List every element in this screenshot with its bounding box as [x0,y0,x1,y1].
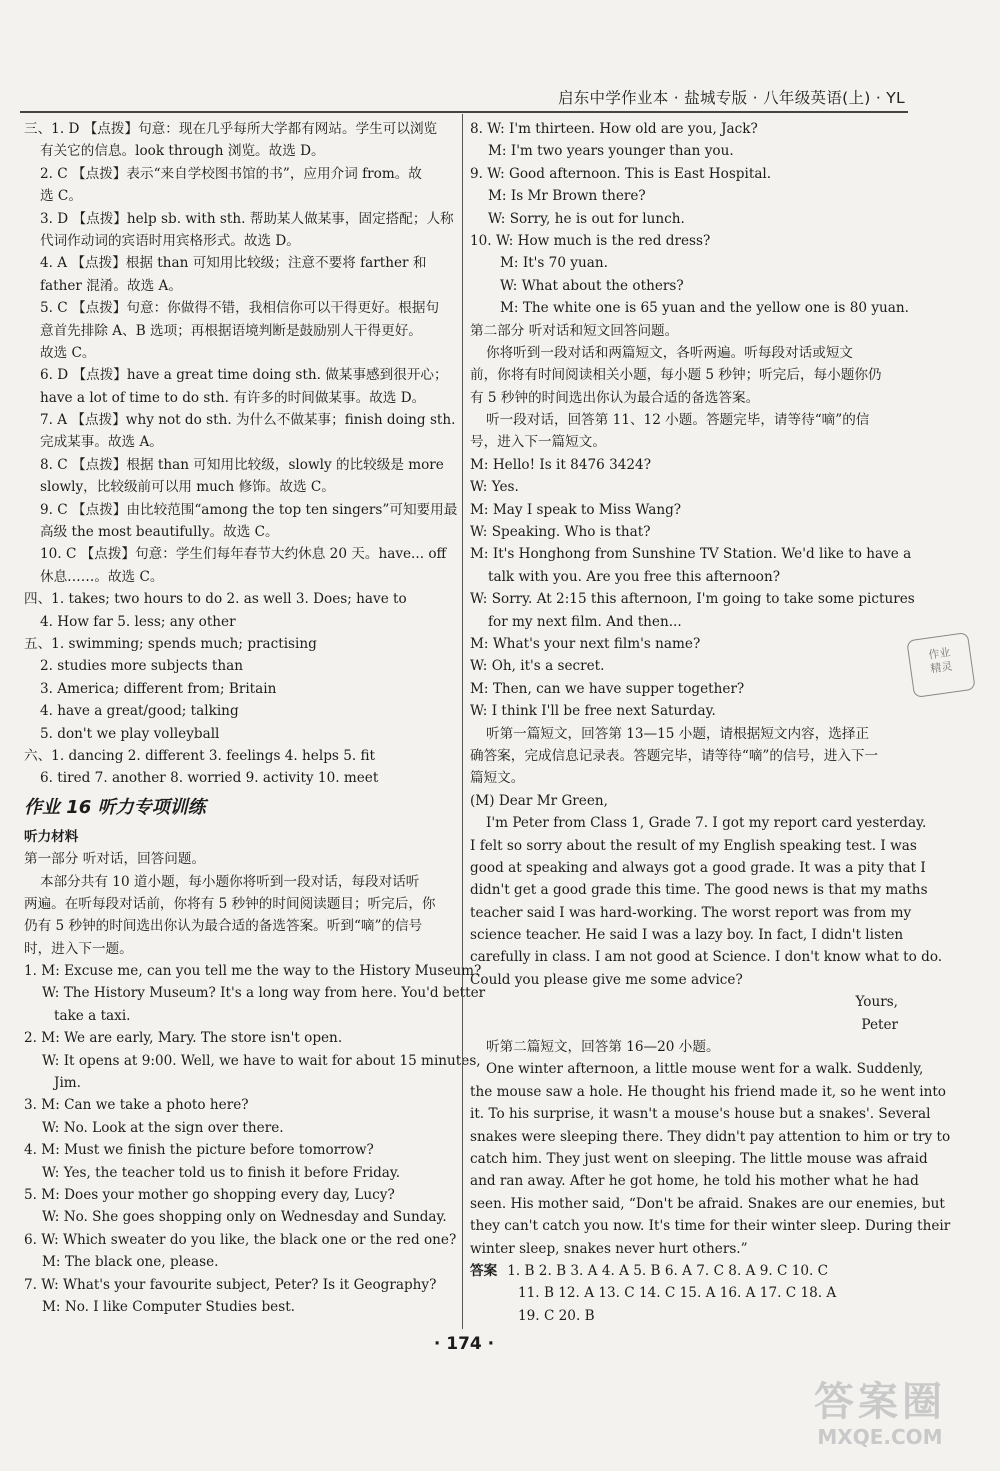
text-line: have a lot of time to do sth. 有许多的时间做某事。故选 D。 [40,389,426,406]
seal-stamp: 作业 精灵 [906,632,975,698]
text-line: 前，你将有时间阅读相关小题，每小题 5 秒钟；听完后，每小题你仍 [470,367,882,384]
answer-label: 答案 [470,1262,498,1279]
text-line: 8. W: I'm thirteen. How old are you, Jack? [470,121,758,137]
letter-signature: Peter [861,1016,898,1033]
text-line: I'm Peter from Class 1, Grade 7. I got my report card yesterday. [486,815,927,832]
text-line: 故选 C。 [40,344,96,361]
text-line: it. To his surprise, it wasn't a mouse's house but a snakes'. Several [470,1106,931,1123]
text-line: 完成某事。故选 A。 [40,434,163,451]
text-line: science teacher. He said I was a lazy boy. In fact, I didn't listen [470,927,904,944]
text-line: 篇短文。 [470,770,525,787]
text-line: 休息……。故选 C。 [40,568,164,585]
text-line: 8. C 【点拨】根据 than 可知用比较级，slowly 的比较级是 more [40,456,444,473]
answer-line [470,1260,900,1282]
text-line: seen. His mother said, “Don't be afraid. Snakes are our enemies, but [470,1195,945,1212]
answer-values: 11. B 12. A 13. C 14. C 15. A 16. A 17. C 18. A [518,1285,837,1302]
text-line: 意首先排除 A、B 选项；再根据语境判断是鼓励别人干得更好。 [40,322,422,339]
text-line: take a taxi. [54,1007,131,1024]
text-line: the mouse saw a hole. He thought his friend made it, so he went into [470,1083,946,1100]
text-line: W: Oh, it's a secret. [470,658,605,675]
page-number: · 174 · [433,1334,495,1354]
section-title: 作业 16 听力专项训练 [24,796,206,818]
text-line: W: Speaking. Who is that? [470,524,651,541]
text-line: W: Sorry, he is out for lunch. [488,210,685,227]
text-line: 1. M: Excuse me, can you tell me the way to the History Museum? [24,963,482,980]
text-line: W: No. Look at the sign over there. [42,1119,284,1136]
text-line: slowly，比较级前可以用 much 修饰。故选 C。 [40,479,335,496]
watermark: 答案圈 MXQE.COM [814,1379,946,1449]
text-line: 三、1. D 【点拨】句意：现在几乎每所大学都有网站。学生可以浏览 [24,121,438,137]
text-line: 10. W: How much is the red dress? [470,232,711,249]
text-line: M: The white one is 65 yuan and the yellow one is 80 yuan. [500,300,909,317]
text-line: they can't catch you now. It's time for their winter sleep. During their [470,1218,951,1235]
text-line: 3. D 【点拨】help sb. with sth. 帮助某人做某事，固定搭配；人称 [40,210,454,227]
text-line: W: Sorry. At 2:15 this afternoon, I'm going to take some pictures [470,591,915,608]
text-line: 五、1. swimming; spends much; practising [24,635,317,652]
text-line: 时，进入下一题。 [24,940,133,957]
answer-values: 19. C 20. B [518,1307,595,1324]
text-line: 六、1. dancing 2. different 3. feelings 4. helps 5. fit [24,747,376,764]
text-line: W: Yes, the teacher told us to finish it before Friday. [42,1164,401,1181]
text-line: 有 5 秒钟的时间选出你认为最合适的备选答案。 [470,389,760,406]
header-rule [20,111,908,113]
text-line: W: What about the others? [500,277,684,294]
text-line: catch him. They just went on sleeping. The little mouse was afraid [470,1150,928,1167]
text-line: Jim. [54,1075,82,1092]
text-line: snakes were sleeping there. They didn't pay attention to him or try to [470,1128,951,1145]
text-line: 有关它的信息。look through 浏览。故选 D。 [40,143,325,160]
text-line: 听第二篇短文，回答第 16—20 小题。 [486,1039,720,1056]
text-line: W: No. She goes shopping only on Wednesday and Sunday. [42,1209,447,1226]
text-line: 2. studies more subjects than [40,658,243,675]
text-line: good at speaking and always got a good grade. It was a pity that I [470,859,926,876]
text-line: 5. C 【点拨】句意：你做得不错，我相信你可以干得更好。根据句 [40,300,440,317]
text-line: (M) Dear Mr Green, [470,792,608,809]
text-line: 4. have a great/good; talking [40,703,239,720]
text-line: M: Hello! Is it 8476 3424? [470,456,651,473]
text-line: 4. How far 5. less; any other [40,613,236,630]
text-line: 6. D 【点拨】have a great time doing sth. 做某事感到很开心； [40,367,448,384]
text-line: father 混淆。故选 A。 [40,277,182,294]
part-heading: 第一部分 听对话，回答问题。 [24,851,206,868]
text-line: I felt so sorry about the result of my English speaking test. I was [470,837,917,854]
text-line: 听一段对话，回答第 11、12 小题。答题完毕，请等待“嘀”的信 [486,412,870,429]
text-line: 你将听到一段对话和两篇短文，各听两遍。听每段对话或短文 [486,344,854,361]
text-line: for my next film. And then... [488,613,682,630]
text-line: M: No. I like Computer Studies best. [42,1298,295,1315]
text-line: W: Yes. [470,479,519,496]
text-line: talk with you. Are you free this afternoon? [488,568,780,585]
text-line: M: It's Honghong from Sunshine TV Station. We'd like to have a [470,546,912,563]
text-line: 选 C。 [40,188,82,205]
text-line: 号，进入下一篇短文。 [470,434,606,451]
left-column [24,118,486,1318]
text-line: M: I'm two years younger than you. [488,143,734,160]
text-line: 2. C 【点拨】表示“来自学校图书馆的书”，应用介词 from。故 [40,165,422,182]
text-line: 代词作动词的宾语时用宾格形式。故选 D。 [40,232,300,249]
text-line: 听第一篇短文，回答第 13—15 小题，请根据短文内容，选择正 [486,725,870,742]
text-line: 7. A 【点拨】why not do sth. 为什么不做某事；finish doing sth. [40,412,456,429]
text-line: 7. W: What's your favourite subject, Peter? Is it Geography? [24,1276,437,1293]
text-line: 3. M: Can we take a photo here? [24,1097,249,1114]
text-line: winter sleep, snakes never hurt others.” [470,1240,748,1257]
text-line: 3. America; different from; Britain [40,680,277,697]
text-line: One winter afternoon, a little mouse went for a walk. Suddenly, [486,1061,924,1078]
subheading: 听力材料 [24,828,79,845]
text-line: 6. W: Which sweater do you like, the black one or the red one? [24,1231,457,1248]
text-line: 四、1. takes; two hours to do 2. as well 3. Does; have to [24,591,407,608]
text-line: M: May I speak to Miss Wang? [470,501,682,518]
text-line: teacher said I was hard-working. The worst report was from my [470,904,912,921]
text-line: 9. W: Good afternoon. This is East Hospital. [470,165,772,182]
text-line: didn't get a good grade this time. The good news is that my maths [470,882,928,899]
text-line: M: What's your next film's name? [470,635,701,652]
text-line: 本部分共有 10 道小题，每小题你将听到一段对话，每段对话听 [40,873,420,890]
text-line: 5. don't we play volleyball [40,725,220,742]
text-line: W: I think I'll be free next Saturday. [470,703,716,720]
text-line: M: It's 70 yuan. [500,255,608,272]
text-line: 两遍。在听每段对话前，你将有 5 秒钟的时间阅读题目；听完后，你 [24,895,436,912]
text-line: M: Is Mr Brown there? [488,188,646,205]
text-line: 4. M: Must we finish the picture before tomorrow? [24,1142,374,1159]
text-line: 仍有 5 秒钟的时间选出你认为最合适的备选答案。听到“嘀”的信号 [24,918,423,935]
text-line: and ran away. After he got home, he told his mother what he had [470,1173,919,1190]
part-heading: 第二部分 听对话和短文回答问题。 [470,322,679,339]
text-line: 6. tired 7. another 8. worried 9. activity 10. meet [40,770,379,787]
running-header: 启东中学作业本 · 盐城专版 · 八年级英语(上) · YL [557,89,905,107]
text-line: M: The black one, please. [42,1254,219,1271]
text-line: W: It opens at 9:00. Well, we have to wait for about 15 minutes, [42,1052,481,1069]
text-line: Could you please give me some advice? [470,971,743,988]
text-line: M: Then, can we have supper together? [470,680,745,697]
text-line: 5. M: Does your mother go shopping every day, Lucy? [24,1186,395,1203]
text-line: 9. C 【点拨】由比较范围“among the top ten singers”可知要用最 [40,501,458,518]
text-line: W: The History Museum? It's a long way from here. You'd better [42,985,486,1002]
text-line: 4. A 【点拨】根据 than 可知用比较级；注意不要将 farther 和 [40,255,427,272]
text-line: 确答案，完成信息记录表。答题完毕，请等待“嘀”的信号，进入下一 [470,747,879,764]
text-line: carefully in class. I am not good at Science. I don't know what to do. [470,949,943,966]
text-line: 10. C 【点拨】句意：学生们每年春节大约休息 20 天。have... off [40,546,447,563]
text-line: 2. M: We are early, Mary. The store isn't open. [24,1030,343,1047]
text-line: 高级 the most beautifully。故选 C。 [40,524,279,541]
answer-values: 1. B 2. B 3. A 4. A 5. B 6. A 7. C 8. A 9. C 10. C [507,1262,829,1279]
column-divider [462,114,463,1329]
letter-closing: Yours, [855,994,898,1011]
